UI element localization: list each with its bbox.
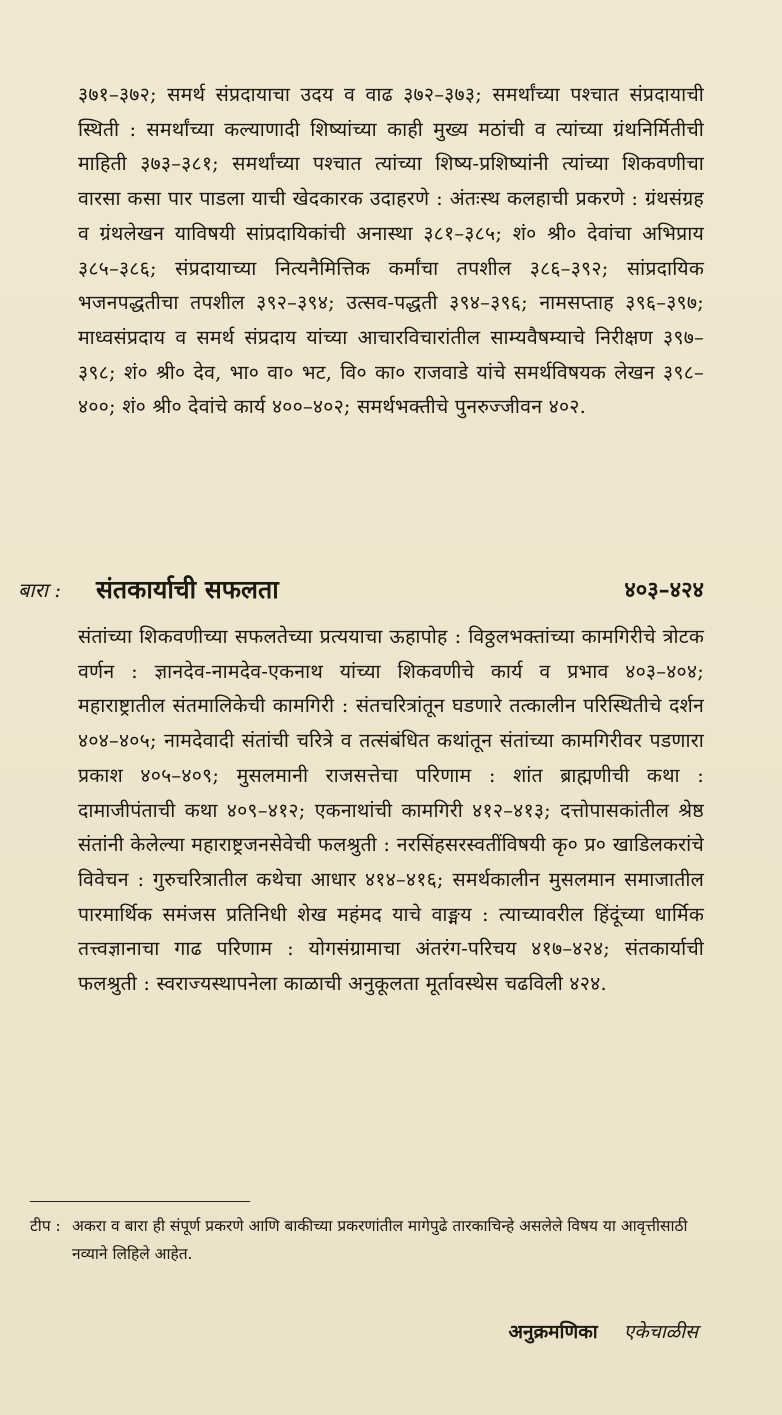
footer-page-number: एकेचाळीस <box>623 1321 698 1343</box>
contents-entry-continued: ३७१–३७२; समर्थ संप्रदायाचा उदय व वाढ ३७२–३७३; समर्थांच्या पश्चात संप्रदायाची स्थिती : समर्थांच्या कल्याणादी शिष्यांच्या काही मुख्य मठांची व त्यांच्या ग्रंथनिर्मितीची माहिती ३७३–३८१; समर्थांच्या पश्चात त्यांच्या शिष्य-प्रशिष्यांनी त्यांच्या शिकवणीचा वारसा कसा पार पाडला याची खेदकारक उदाहरणे : अंतःस्थ कलहाची प्रकरणे : ग्रंथसंग्रह व ग्रंथलेखन याविषयी सांप्रदायिकांची अनास्था ३८१–३८५; शं० श्री० देवांचा अभिप्राय ३८५–३८६; संप्रदायाच्या नित्यनैमित्तिक कर्मांचा तपशील ३८६–३९२; सांप्रदायिक भजनपद्धतीचा तपशील ३९२–३९४; उत्सव-पद्धती ३९४–३९६; नामसप्ताह ३९६–३९७; माध्वसंप्रदाय व समर्थ संप्रदाय यांच्या आचारविचारांतील साम्यवैषम्याचे निरीक्षण ३९७–३९८; शं० श्री० देव, भा० वा० भट, वि० का० राजवाडे यांचे समर्थविषयक लेखन ३९८–४००; शं० श्री० देवांचे कार्य ४००–४०२; समर्थभक्तीचे पुनरुज्जीवन ४०२. <box>78 83 704 419</box>
running-footer <box>509 1318 698 1344</box>
chapter-contents-entry: संतांच्या शिकवणीच्या सफलतेच्या प्रत्ययाचा ऊहापोह : विठ्ठलभक्तांच्या कामगिरीचे त्रोटक वर्णन : ज्ञानदेव-नामदेव-एकनाथ यांच्या शिकवणीचे कार्य व प्रभाव ४०३–४०४; महाराष्ट्रातील संतमालिकेची कामगिरी : संतचरित्रांतून घडणारे तत्कालीन परिस्थितीचे दर्शन ४०४–४०५; नामदेवादी संतांची चरित्रे व तत्संबंधित कथांतून संतांच्या कामगिरीवर पडणारा प्रकाश ४०५–४०९; मुसलमानी राजसत्तेचा परिणाम : शांत ब्राह्मणीची कथा : दामाजीपंताची कथा ४०९–४१२; एकनाथांची कामगिरी ४१२–४१३; दत्तोपासकांतील श्रेष्ठ संतांनी केलेल्या महाराष्ट्रजनसेवेची फलश्रुती : नरसिंहसरस्वतींविषयी कृ० प्र० खाडिलकरांचे विवेचन : गुरुचरित्रातील कथेचा आधार ४१४–४१६; समर्थकालीन मुसलमान समाजातील पारमार्थिक समंजस प्रतिनिधी शेख महंमद याचे वाङ्मय : त्याच्यावरील हिंदूंच्या धार्मिक तत्त्वज्ञानाचा गाढ परिणाम : योगसंग्रामाचा अंतरंग-परिचय ४१७–४२४; संतकार्याची फलश्रुती : स्वराज्यस्थापनेला काळाची अनुकूलता मूर्तावस्थेस चढविली ४२४. <box>78 625 704 996</box>
footnote-text: अकरा व बारा ही संपूर्ण प्रकरणे आणि बाकीच्या प्रकरणांतील मागेपुढे तारकाचिन्हे असलेले विषय या आवृत्तीसाठी नव्याने लिहिले आहेत. <box>72 1217 688 1263</box>
footnote <box>30 1212 720 1268</box>
chapter-heading <box>18 572 704 608</box>
footer-label: अनुक्रमणिका <box>508 1321 598 1343</box>
chapter-number: बारा : <box>18 578 62 602</box>
footnote-label: टीप : <box>30 1217 61 1235</box>
chapter-page-range: ४०३–४२४ <box>624 577 704 603</box>
footnote-divider <box>30 1201 250 1202</box>
chapter-title: संतकार्याची सफलता <box>96 575 279 604</box>
